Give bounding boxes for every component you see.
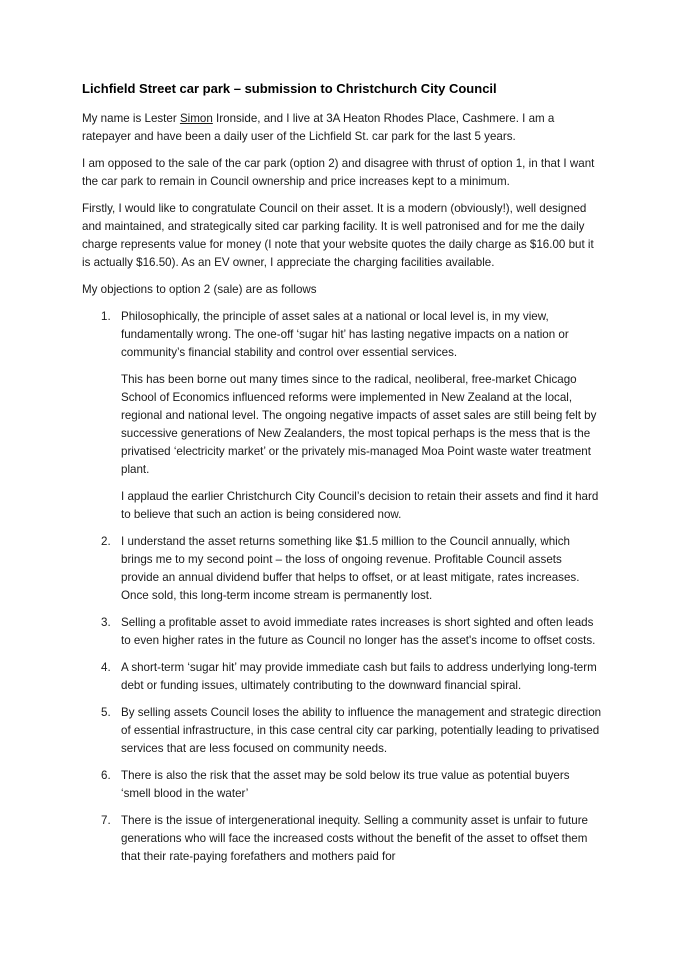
objection-number: 6. <box>101 769 111 782</box>
position-paragraph: I am opposed to the sale of the car park (option 2) and disagree with thrust of option 1, in that I want the car park to remain in Council ownership and price increases kept to a minimum. <box>82 157 595 188</box>
objection-item-1 <box>82 308 602 524</box>
objection-item-3 <box>82 614 602 650</box>
objection-paragraph: Philosophically, the principle of asset sales at a national or local level is, in my view, fundamentally wrong. The one-off ‘sugar hit’ has lasting negative impacts on a nation or community’s financial stability and control over essential services. <box>121 310 569 359</box>
objection-number: 2. <box>101 535 111 548</box>
document-title: Lichfield Street car park – submission to Christchurch City Council <box>82 81 497 96</box>
objection-number: 3. <box>101 616 111 629</box>
objections-list <box>82 308 602 866</box>
objection-paragraph: By selling assets Council loses the ability to influence the management and strategic direction of essential infrastructure, in this case central city car parking, potentially leading to privatised services that are less focused on community needs. <box>121 706 602 755</box>
congratulations-paragraph: Firstly, I would like to congratulate Council on their asset. It is a modern (obviously!), well designed and maintained, and strategically sited car parking facility. It is well patronised and for me the daily charge represents value for money (I note that your website quotes the daily charge as $16.00 but it is actually $16.50). As an EV owner, I appreciate the charging facilities available. <box>82 202 594 269</box>
objection-number: 5. <box>101 706 111 719</box>
objection-item-4 <box>82 659 602 695</box>
objection-number: 1. <box>101 310 111 323</box>
objection-number: 4. <box>101 661 111 674</box>
objection-paragraph: There is also the risk that the asset may be sold below its true value as potential buyers ‘smell blood in the water’ <box>121 769 570 800</box>
document-page <box>82 80 602 875</box>
intro-text-before-name: My name is Lester <box>82 112 180 125</box>
underlined-name: Simon <box>179 112 213 125</box>
objection-paragraph: I applaud the earlier Christchurch City Council’s decision to retain their assets and find it hard to believe that such an action is being considered now. <box>121 490 599 521</box>
objection-number: 7. <box>101 814 111 827</box>
objection-item-2 <box>82 533 602 605</box>
objections-intro: My objections to option 2 (sale) are as follows <box>82 283 317 296</box>
objection-item-5 <box>82 704 602 758</box>
objection-paragraph: Selling a profitable asset to avoid immediate rates increases is short sighted and often leads to even higher rates in the future as Council no longer has the asset's income to offset costs. <box>121 616 596 647</box>
objection-item-6 <box>82 767 602 803</box>
objection-paragraph: A short-term ‘sugar hit’ may provide immediate cash but fails to address underlying long-term debt or funding issues, ultimately contributing to the downward financial spiral. <box>121 661 597 692</box>
objection-item-7 <box>82 812 602 866</box>
objection-paragraph: I understand the asset returns something like $1.5 million to the Council annually, which brings me to my second point – the loss of ongoing revenue. Profitable Council assets provide an annual dividend buffer that helps to offset, or at least mitigate, rates increases. Once sold, this long-term income stream is permanently lost. <box>121 535 580 602</box>
intro-paragraph <box>82 110 602 146</box>
objection-paragraph: This has been borne out many times since to the radical, neoliberal, free-market Chicago School of Economics influenced reforms were implemented in New Zealand at the local, regional and national level. The ongoing negative impacts of asset sales are still being felt by successive generations of New Zealanders, the most topical perhaps is the mess that is the privatised ‘electricity market’ or the privately mis-managed Moa Point waste water treatment plant. <box>121 373 597 476</box>
intro-text-after-name: Ironside, and I live at 3A Heaton Rhodes Place, Cashmere. I am a ratepayer and have been a daily user of the Lichfield St. car park for the last 5 years. <box>82 112 555 143</box>
objection-paragraph: There is the issue of intergenerational inequity. Selling a community asset is unfair to future generations who will face the increased costs without the benefit of the asset to offset them that their rate-paying forefathers and mothers paid for <box>121 814 588 863</box>
